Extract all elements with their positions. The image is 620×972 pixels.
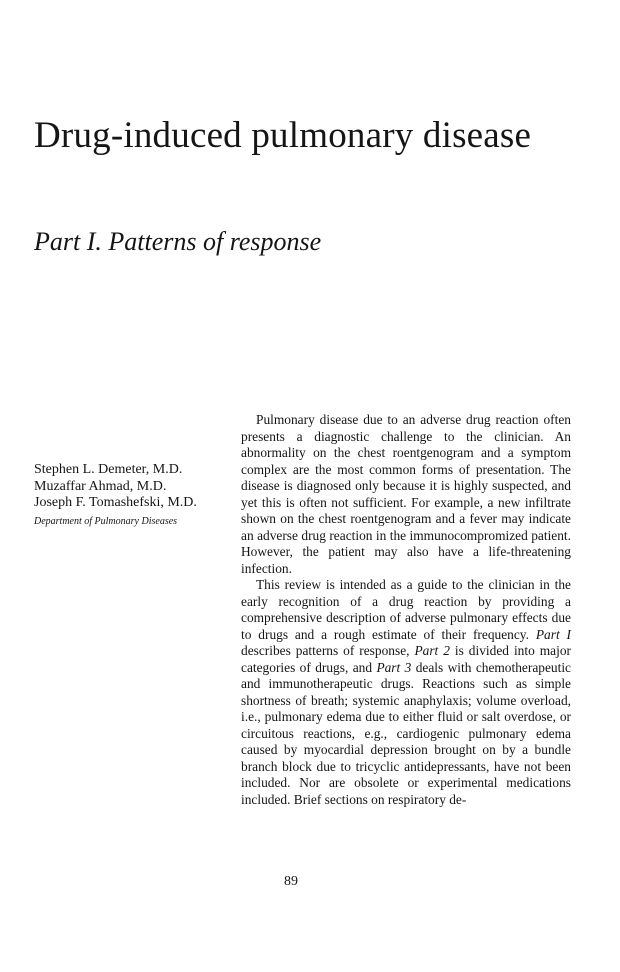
part-reference: Part 2 bbox=[414, 643, 450, 658]
author-name: Joseph F. Tomashefski, M.D. bbox=[34, 495, 197, 510]
body-text-run: describes patterns of response, bbox=[241, 643, 415, 658]
body-paragraph: Pulmonary disease due to an adverse drug reaction often presents a diagnostic challenge to the clinician. An abnormality on the chest roentgenogram and a symptom complex are the most common forms of presentation. The disease is diagnosed only because it is highly suspected, and yet this is often not sufficient. For example, a new infiltrate shown on the chest roentgenogram and a fever may indicate an adverse drug reaction in the immunocompromized patient. However, the patient may also have a life-threatening infection. bbox=[241, 412, 571, 576]
part-reference: Part 3 bbox=[376, 659, 412, 675]
author-name: Muzaffar Ahmad, M.D. bbox=[34, 478, 167, 494]
article-body bbox=[241, 412, 571, 808]
body-text-run: This review is intended as a guide to the clinician in the early recognition of a drug reaction by providing a comprehensive description of adverse pulmonary effects due to drugs and a rough estimate of their frequency. bbox=[241, 577, 571, 642]
body-text-run: deals with chemotherapeutic and immunotherapeutic drugs. Reactions such as simple shortness of breath; systemic anaphylaxis; volume overload, i.e., pulmonary edema due to either fluid or salt overdose, or circuitous reactions, e.g., cardiogenic pulmonary edema caused by myocardial depression brought on by a bundle branch block due to tricyclic antidepressants, have not been included. Nor are obsolete or experimental medications included. Brief sections on respiratory de- bbox=[241, 659, 571, 807]
author-name: Stephen L. Demeter, M.D. bbox=[34, 462, 183, 477]
article-title: Drug-induced pulmonary disease bbox=[34, 115, 532, 156]
page-number: 89 bbox=[284, 874, 298, 889]
body-paragraph bbox=[241, 577, 571, 808]
author-block bbox=[34, 462, 239, 527]
body-text-run: is divided into major categories of drugs, and bbox=[241, 643, 571, 675]
author-affiliation: Department of Pulmonary Diseases bbox=[34, 515, 178, 527]
article-subtitle: Part I. Patterns of response bbox=[34, 227, 322, 256]
part-reference: Part I bbox=[535, 626, 571, 642]
